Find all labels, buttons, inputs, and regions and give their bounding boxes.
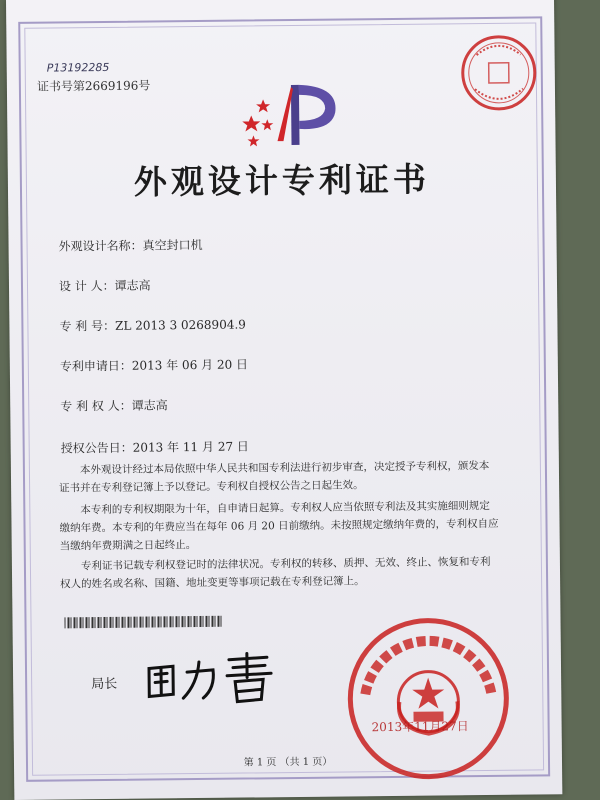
field-patent-number: 专 利 号：ZL 2013 3 0268904.9 xyxy=(59,317,246,334)
field-designer: 设 计 人：谭志高 xyxy=(58,278,151,294)
handwritten-reference: P13192285 xyxy=(46,60,110,75)
seal-date: 2013年11月27日 xyxy=(371,719,469,735)
field-design-name: 外观设计名称：真空封口机 xyxy=(58,237,203,254)
paragraph-grant: 本外观设计经过本局依照中华人民共和国专利法进行初步审查，决定授予专利权，颁发本证书并在专利登记簿上予以登记。专利权自授权公告之日起生效。 xyxy=(59,459,490,495)
field-application-date: 专利申请日：2013 年 06 月 20 日 xyxy=(59,357,249,374)
certificate-paper xyxy=(6,0,562,800)
page-footer: 第 1 页 （共 1 页） xyxy=(243,756,333,769)
certificate-title: 外观设计专利证书 xyxy=(133,159,431,202)
certificate-number: 证书号第2669196号 xyxy=(36,78,151,94)
paragraph-term: 本专利的专利权期限为十年，自申请日起算。专利权人应当依照专利法及其实施细则规定缴纳年费。本专利的年费应当在每年 06 月 20 日前缴纳。未按照规定缴纳年费的，专利权自应当缴纳年费期满之日起终止。 xyxy=(59,499,499,553)
field-announcement-date: 授权公告日：2013 年 11 月 27 日 xyxy=(60,439,249,456)
patent-office-logo-icon xyxy=(239,78,348,149)
field-patentee: 专 利 权 人：谭志高 xyxy=(60,398,168,414)
director-signature-icon xyxy=(143,647,284,708)
director-label: 局长 xyxy=(91,676,118,693)
barcode xyxy=(64,616,222,629)
agency-seal-icon xyxy=(458,32,539,113)
paragraph-legal-status: 专利证书记载专利权登记时的法律状况。专利权的转移、质押、无效、终止、恢复和专利权人的姓名或名称、国籍、地址变更等事项记载在专利登记簿上。 xyxy=(60,555,491,591)
